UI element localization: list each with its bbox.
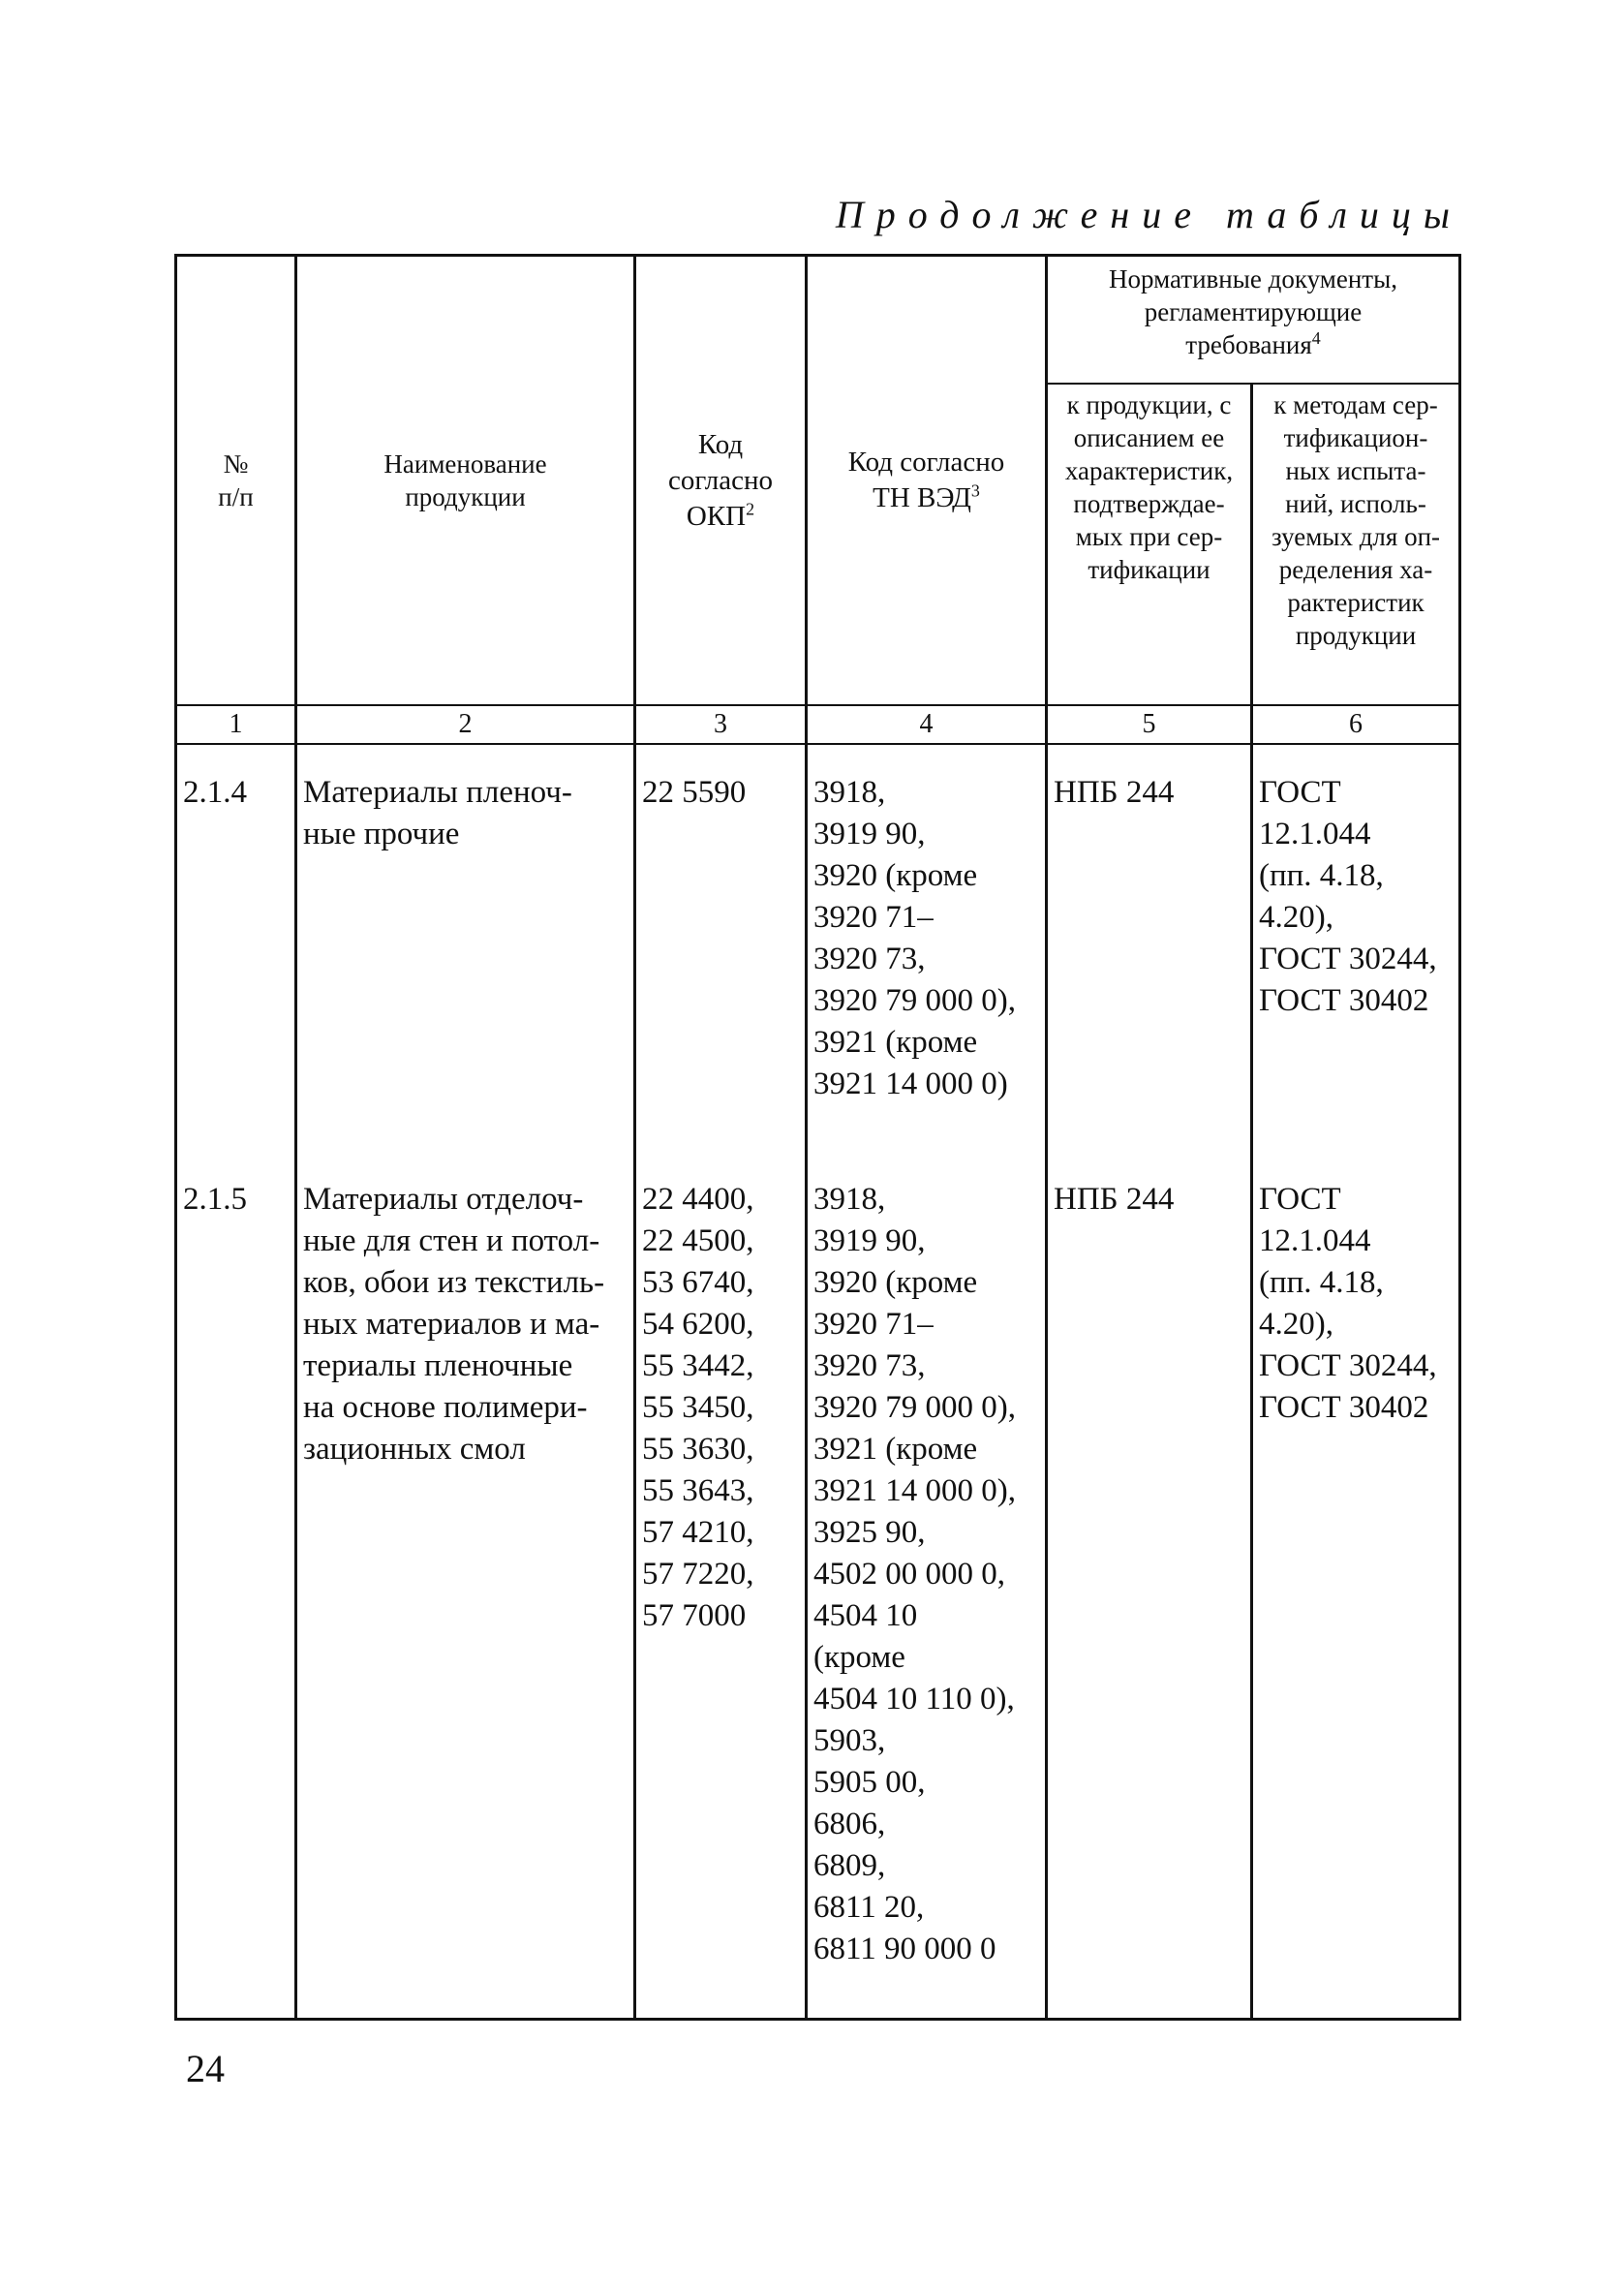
- cell-line: 57 7220,: [642, 1557, 754, 1592]
- cell-line: 12.1.044: [1259, 1223, 1371, 1258]
- cell-line: 4.20),: [1259, 1307, 1333, 1342]
- header-normative-documents: [1047, 256, 1460, 385]
- cell-line: ГОСТ 30402: [1259, 1390, 1429, 1425]
- cell-line: 4504 10 110 0),: [813, 1682, 1015, 1716]
- cell-line: 6806,: [813, 1807, 886, 1841]
- column-number: 2: [296, 705, 635, 744]
- cell-line: ков, обои из текстиль-: [303, 1265, 605, 1300]
- page-number: 24: [186, 2047, 225, 2090]
- header-col6-line: ределения ха-: [1278, 555, 1433, 584]
- cell-line: 12.1.044: [1259, 817, 1371, 851]
- okp-code-cell: [635, 772, 807, 1179]
- cell-line: 6811 90 000 0: [813, 1932, 996, 1966]
- cell-line: 4504 10: [813, 1598, 918, 1633]
- footnote-ref: 2: [746, 498, 755, 518]
- row-number: 2.1.5: [176, 1179, 296, 2020]
- cell-line: 57 4210,: [642, 1515, 754, 1550]
- cell-line: ные для стен и потол-: [303, 1223, 600, 1258]
- header-col5-line: к продукции, с: [1066, 390, 1232, 419]
- cell-line: 3921 14 000 0): [813, 1067, 1008, 1101]
- cell-line: 3918,: [813, 775, 886, 810]
- cell-line: 53 6740,: [642, 1265, 754, 1300]
- column-number: 5: [1047, 705, 1252, 744]
- cell-line: 3921 14 000 0),: [813, 1473, 1016, 1508]
- cell-line: (пп. 4.18,: [1259, 858, 1384, 893]
- tnved-code-cell: [807, 1179, 1047, 2020]
- footnote-ref: 4: [1311, 328, 1321, 348]
- header-col5-line: описанием ее: [1073, 423, 1225, 452]
- table-row: [176, 772, 1460, 1179]
- header-product-requirements: [1047, 384, 1252, 705]
- cell-line: 55 3643,: [642, 1473, 754, 1508]
- column-number: 6: [1252, 705, 1460, 744]
- header-normative-line: регламентирующие: [1144, 297, 1363, 326]
- header-tnved-line: Код согласно: [847, 447, 1005, 478]
- cell-line: 5905 00,: [813, 1765, 926, 1800]
- product-name-cell: [296, 1179, 635, 2020]
- column-number: 4: [807, 705, 1047, 744]
- table-continuation-heading: Продолжение таблицы: [835, 193, 1462, 236]
- cell-line: териалы пленочные: [303, 1348, 573, 1383]
- cell-line: 3920 79 000 0),: [813, 1390, 1016, 1425]
- header-okp-code: [635, 256, 807, 706]
- header-okp-line: ОКП: [686, 500, 747, 532]
- cell-line: НПБ 244: [1054, 1182, 1175, 1217]
- product-docs-cell: [1047, 772, 1252, 1179]
- cell-line: (кроме: [813, 1640, 905, 1675]
- header-col6-line: ний, исполь-: [1285, 489, 1426, 518]
- cell-line: 3918,: [813, 1182, 886, 1217]
- cell-line: 4.20),: [1259, 900, 1333, 935]
- cell-line: ГОСТ 30402: [1259, 983, 1429, 1018]
- product-docs-cell: [1047, 1179, 1252, 2020]
- header-product-name: [296, 256, 635, 706]
- header-normative-line: Нормативные документы,: [1109, 264, 1397, 294]
- header-tnved-code: [807, 256, 1047, 706]
- cell-line: 55 3450,: [642, 1390, 754, 1425]
- cell-line: 3920 71–: [813, 900, 934, 935]
- header-okp-line: Код: [697, 428, 744, 460]
- header-number-line: №: [223, 449, 249, 479]
- cell-line: 22 5590: [642, 775, 747, 810]
- cell-line: ГОСТ: [1259, 775, 1341, 810]
- header-col6-line: продукции: [1295, 621, 1417, 650]
- cell-line: 55 3630,: [642, 1432, 754, 1467]
- cell-line: 6811 20,: [813, 1890, 925, 1925]
- cell-line: 3920 (кроме: [813, 858, 978, 893]
- footnote-ref: 3: [970, 480, 980, 501]
- cell-line: на основе полимери-: [303, 1390, 588, 1425]
- cell-line: 22 4400,: [642, 1182, 754, 1217]
- cell-line: 3919 90,: [813, 817, 926, 851]
- cell-line: ных материалов и ма-: [303, 1307, 600, 1342]
- header-col5-line: мых при сер-: [1075, 522, 1223, 551]
- cell-line: 3925 90,: [813, 1515, 926, 1550]
- cell-line: ГОСТ 30244,: [1259, 942, 1437, 976]
- cell-line: 3920 73,: [813, 942, 926, 976]
- cell-line: ГОСТ 30244,: [1259, 1348, 1437, 1383]
- method-docs-cell: [1252, 772, 1460, 1179]
- cell-line: ГОСТ: [1259, 1182, 1341, 1217]
- cell-line: 3921 (кроме: [813, 1432, 978, 1467]
- certification-table: [174, 254, 1461, 2021]
- header-product-name-line: продукции: [405, 482, 526, 511]
- header-col5-line: тификации: [1088, 555, 1210, 584]
- header-product-name-line: Наименование: [383, 449, 547, 479]
- product-name-cell: [296, 772, 635, 1179]
- header-number-line: п/п: [218, 482, 254, 511]
- method-docs-cell: [1252, 1179, 1460, 2020]
- cell-line: 3920 71–: [813, 1307, 934, 1342]
- header-col6-line: ных испыта-: [1285, 456, 1426, 485]
- header-okp-line: согласно: [667, 464, 774, 496]
- header-number: [176, 256, 296, 706]
- header-col6-line: тификацион-: [1283, 423, 1428, 452]
- column-number: 1: [176, 705, 296, 744]
- cell-line: 54 6200,: [642, 1307, 754, 1342]
- tnved-code-cell: [807, 772, 1047, 1179]
- cell-line: 3919 90,: [813, 1223, 926, 1258]
- cell-line: НПБ 244: [1054, 775, 1175, 810]
- cell-line: 3921 (кроме: [813, 1025, 978, 1060]
- cell-line: 57 7000: [642, 1598, 747, 1633]
- column-number: 3: [635, 705, 807, 744]
- header-col6-line: к методам сер-: [1273, 390, 1438, 419]
- header-normative-line: требования: [1185, 330, 1312, 359]
- cell-line: 22 4500,: [642, 1223, 754, 1258]
- header-col6-line: рактеристик: [1287, 588, 1425, 617]
- cell-line: 3920 79 000 0),: [813, 983, 1016, 1018]
- cell-line: 3920 73,: [813, 1348, 926, 1383]
- cell-line: зационных смол: [303, 1432, 526, 1467]
- cell-line: 3920 (кроме: [813, 1265, 978, 1300]
- row-number: 2.1.4: [176, 772, 296, 1179]
- header-col5-line: подтверждае-: [1073, 489, 1225, 518]
- cell-line: Материалы отделоч-: [303, 1182, 584, 1217]
- cell-line: ные прочие: [303, 817, 460, 851]
- table-row: [176, 1179, 1460, 2020]
- okp-code-cell: [635, 1179, 807, 2020]
- cell-line: (пп. 4.18,: [1259, 1265, 1384, 1300]
- cell-line: 6809,: [813, 1848, 886, 1883]
- cell-line: 4502 00 000 0,: [813, 1557, 1005, 1592]
- header-col6-line: зуемых для оп-: [1271, 522, 1441, 551]
- header-test-methods: [1252, 384, 1460, 705]
- cell-line: Материалы пленоч-: [303, 775, 572, 810]
- header-tnved-line: ТН ВЭД: [873, 482, 971, 513]
- cell-line: 5903,: [813, 1723, 886, 1758]
- header-col5-line: характеристик,: [1064, 456, 1234, 485]
- cell-line: 55 3442,: [642, 1348, 754, 1383]
